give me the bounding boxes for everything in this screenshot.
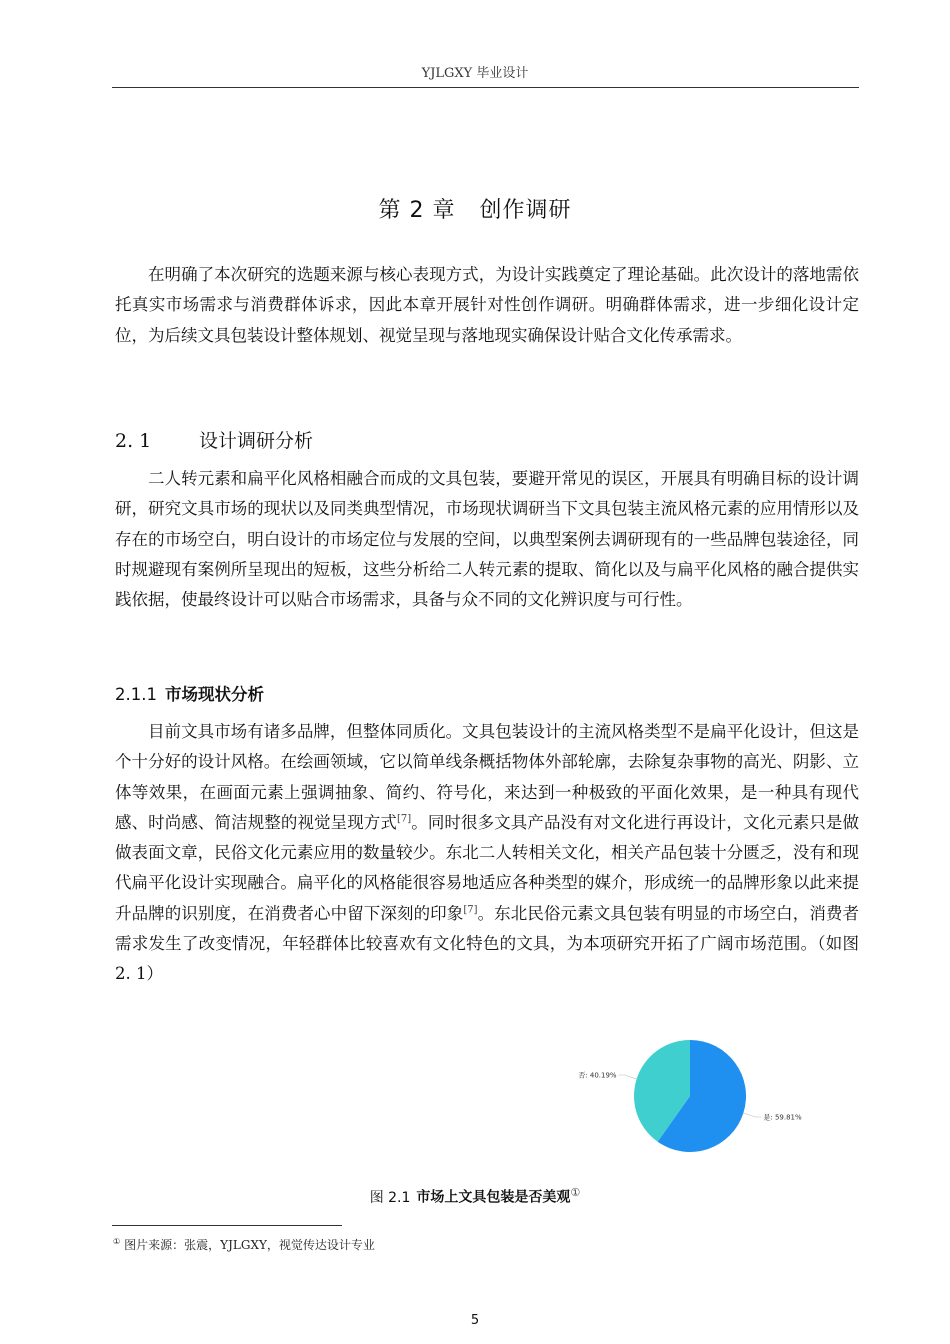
pie-slice-label: 否: 40.19% <box>578 1071 617 1080</box>
citation-ref: [7] <box>463 904 478 916</box>
page-header: YJLGXY 毕业设计 <box>421 66 529 81</box>
subsection-number: 2.1.1 <box>115 685 157 704</box>
subsection-paragraph <box>115 717 859 990</box>
subsection-title: 市场现状分析 <box>164 685 264 704</box>
paragraph-text-3: 。东北民俗元素文具包装有明显的市场空白，消费者需求发生了改变情况，年轻群体比较喜欢有文化特色的文具，为本项研究开拓了广阔市场范围。（如图 2. 1） <box>115 903 860 984</box>
figure-caption <box>0 1186 950 1207</box>
section-number: 2. 1 <box>115 430 152 452</box>
paragraph-text-1: 目前文具市场有诸多品牌，但整体同质化。文具包装设计的主流风格类型不是扁平化设计，但这是个十分好的设计风格。在绘画领域，它以简单线条概括物体外部轮廓，去除复杂事物的高光、阴影、立体等效果，在画面元素上强调抽象、简约、符号化，来达到一种极致的平面化效果，是一种具有现代感、时尚感、简洁规整的视觉呈现方式 <box>115 722 859 832</box>
footnote-rule <box>112 1225 342 1226</box>
chapter-title: 第 2 章 创作调研 <box>378 198 572 223</box>
figure-number: 图 2.1 <box>369 1189 411 1206</box>
footnote <box>113 1236 375 1253</box>
footnote-mark: ① <box>113 1237 121 1246</box>
pie-slice-label: 是: 59.81% <box>763 1113 802 1122</box>
pie-chart <box>560 1040 820 1155</box>
page-number: 5 <box>470 1313 480 1328</box>
intro-paragraph: 在明确了本次研究的选题来源与核心表现方式，为设计实践奠定了理论基础。此次设计的落地需依托真实市场需求与消费群体诉求，因此本章开展针对性创作调研。明确群体需求，进一步细化设计定位，为后续文具包装设计整体规划、视觉呈现与落地现实确保设计贴合文化传承需求。 <box>115 265 859 345</box>
section-paragraph: 二人转元素和扁平化风格相融合而成的文具包装，要避开常见的误区，开展具有明确目标的设计调研，研究文具市场的现状以及同类典型情况，市场现状调研当下文具包装主流风格元素的应用情形以及存在的市场空白，明白设计的市场定位与发展的空间，以典型案例去调研现有的一些品牌包装途径，同时规避现有案例所呈现出的短板，这些分析给二人转元素的提取、简化以及与扁平化风格的融合提供实践依据，使最终设计可以贴合市场需求，具备与众不同的文化辨识度与可行性。 <box>115 469 859 610</box>
figure-footnote-mark: ① <box>570 1186 581 1199</box>
section-title: 设计调研分析 <box>199 430 314 452</box>
header-rule <box>112 87 859 88</box>
pie-leader-line <box>619 1075 637 1079</box>
subsection-heading <box>115 681 264 705</box>
paragraph-text-2: 。同时很多文具产品没有对文化进行再设计，文化元素只是做做表面文章，民俗文化元素应用的数量较少。东北二人转相关文化，相关产品包装十分匮乏，没有和现代扁平化设计实现融合。扁平化的风格能很容易地适应各种类型的媒介，形成统一的品牌形象以此来提升品牌的识别度，在消费者心中留下深刻的印象 <box>115 812 860 923</box>
footnote-text: 图片来源：张震，YJLGXY，视觉传达设计专业 <box>124 1238 375 1252</box>
pie-leader-line <box>743 1113 761 1117</box>
citation-ref: [7] <box>396 813 412 825</box>
section-heading <box>115 426 313 453</box>
figure-caption-text: 市场上文具包装是否美观 <box>416 1189 571 1206</box>
